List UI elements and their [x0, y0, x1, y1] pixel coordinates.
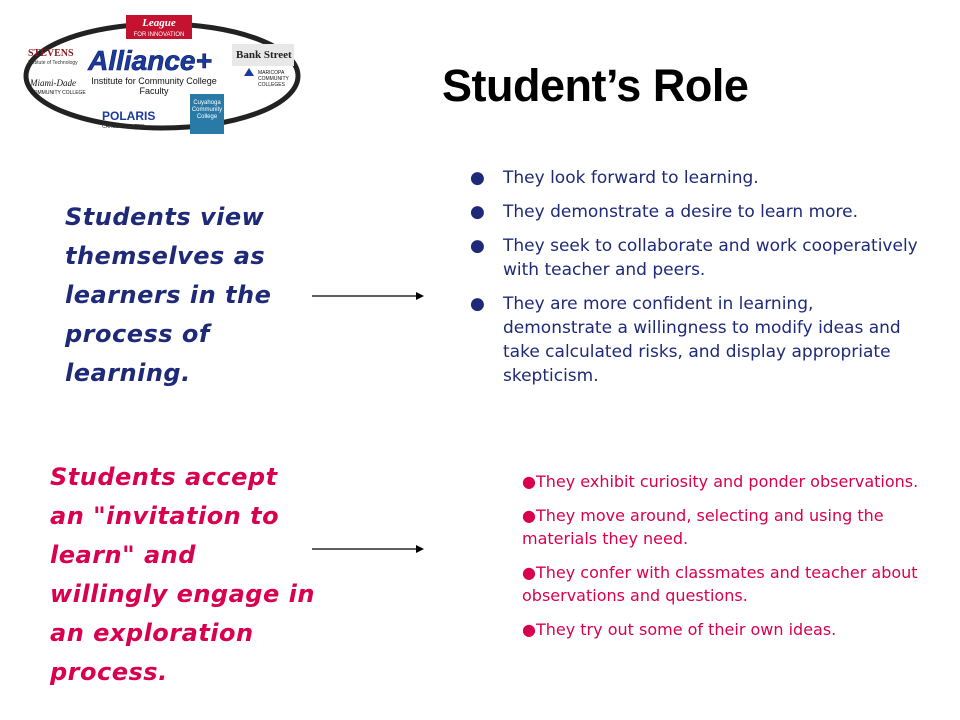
- list-item-text: They look forward to learning.: [503, 168, 759, 188]
- svg-text:POLARIS: POLARIS: [102, 109, 156, 123]
- svg-text:CAREER CENTER: CAREER CENTER: [102, 124, 145, 130]
- svg-text:MARICOPA: MARICOPA: [258, 70, 285, 76]
- svg-text:COMMUNITY COLLEGE: COMMUNITY COLLEGE: [30, 90, 86, 96]
- alliance-logo: [22, 14, 302, 136]
- list-item-text: They seek to collaborate and work cooperatively with teacher and peers.: [503, 236, 918, 280]
- list-item: [522, 470, 942, 493]
- svg-text:Alliance+: Alliance+: [88, 45, 212, 76]
- list-item: [470, 234, 920, 282]
- list-item: [522, 618, 942, 641]
- bullet-icon: ●: [522, 620, 536, 639]
- callout-learners: Students view themselves as learners in the process of learning.: [65, 203, 272, 387]
- bullet-list-exploration: [522, 470, 942, 652]
- callout-invitation: Students accept an "invitation to learn" and willingly engage in an exploration process.: [50, 463, 315, 686]
- bullet-icon: ●: [470, 202, 485, 222]
- svg-text:League: League: [142, 17, 176, 29]
- svg-text:College: College: [196, 114, 218, 120]
- list-item: [470, 200, 920, 224]
- slide-title: Student’s Role: [442, 60, 749, 111]
- list-item-text: They move around, selecting and using the materials they need.: [522, 506, 884, 548]
- list-item: [470, 292, 920, 388]
- list-item: [470, 166, 920, 190]
- svg-text:COMMUNITY: COMMUNITY: [258, 76, 289, 82]
- bullet-icon: ●: [470, 294, 485, 314]
- svg-text:Cuyahoga: Cuyahoga: [193, 100, 221, 106]
- list-item: [522, 504, 942, 550]
- svg-text:Institute of Technology: Institute of Technology: [28, 60, 78, 66]
- svg-text:Institute for Community Colleg: Institute for Community College: [91, 76, 217, 86]
- list-item-text: They try out some of their own ideas.: [535, 620, 837, 639]
- bullet-icon: ●: [522, 563, 536, 582]
- svg-text:FOR INNOVATION: FOR INNOVATION: [133, 32, 185, 38]
- list-item-text: They exhibit curiosity and ponder observations.: [535, 472, 919, 491]
- svg-text:Bank Street: Bank Street: [236, 49, 292, 61]
- bullet-icon: ●: [470, 236, 485, 256]
- bullet-icon: ●: [522, 472, 536, 491]
- bullet-icon: ●: [470, 168, 485, 188]
- arrow-right-icon: [312, 290, 424, 302]
- svg-text:STEVENS: STEVENS: [28, 48, 74, 59]
- svg-text:Miami-Dade: Miami-Dade: [30, 78, 76, 88]
- svg-text:Faculty: Faculty: [139, 86, 169, 96]
- svg-text:Community: Community: [191, 107, 223, 113]
- arrow-right-icon: [312, 543, 424, 555]
- list-item-text: They are more confident in learning, demonstrate a willingness to modify ideas and take calculated risks, and display appropriate skepticism.: [503, 294, 901, 386]
- list-item: [522, 561, 942, 607]
- bullet-icon: ●: [522, 506, 536, 525]
- list-item-text: They confer with classmates and teacher about observations and questions.: [522, 563, 918, 605]
- list-item-text: They demonstrate a desire to learn more.: [503, 202, 859, 222]
- svg-text:COLLEGES: COLLEGES: [258, 82, 285, 88]
- bullet-list-learners: [470, 166, 920, 398]
